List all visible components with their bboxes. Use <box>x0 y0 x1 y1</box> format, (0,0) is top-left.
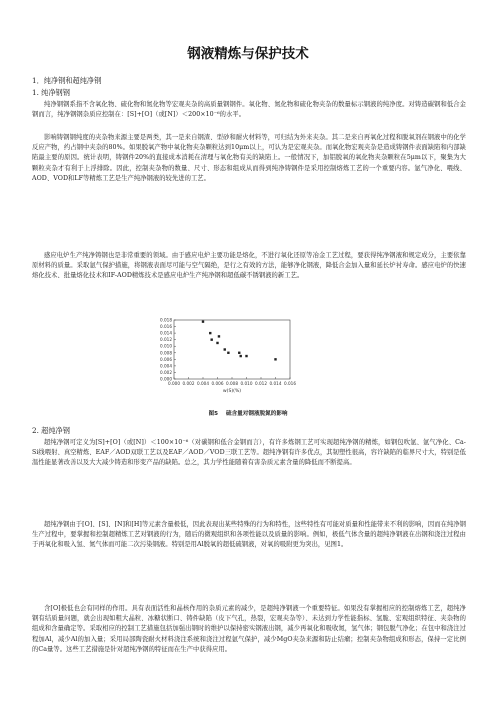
data-point <box>238 352 240 354</box>
data-point <box>218 335 220 337</box>
data-point <box>240 355 242 357</box>
x-axis-label: w(S)(%) <box>222 389 242 393</box>
paragraph-6: 含[O]极低也会有同样的作用。具有表面活性和晶核作用的杂质元素的减少，是超纯净钢液一个重要特征。如果没有掌握相应的控制熔炼工艺，超纯净钢有结质量问题，就会出现如粗大晶粒、冰糖状断口、铸件缺陷（皮下气孔，热裂，宏观夹杂等）、未达到力学性能指标、氢脆、宏观组织特征、夹杂物的组成和含量确定等。采取相应的控制工艺措施包括加强出钢时的维护以保持密实钢液出钢，减少再氧化和吸收氮，氢气体；钢包脱气净化；在包中和浇注过程加Al，减少Al的加入量；采用局部陶瓷耐火材料浇注系统和浇注过程氩气保护，减少MgO夹杂来源和防止结瘤；控制夹杂物组成和形态，保持一定比例的Ca量等。这些工艺措施是针对超纯净钢的特征而在生产中获得应用。 <box>32 605 466 653</box>
data-point <box>274 358 276 360</box>
paragraph-3: 感应电炉生产纯净铸钢也是非常重要的领域。由于感应电炉主要功能是熔化，不进行氧化还原等冶金工艺过程，要获得纯净钢液和规定成分，主要依靠原材料的质量。采取氩气保护措施，将钢液表面尽可能与空气隔绝，是行之有效的方法，能够净化钢液，降低合金加入量和延长炉衬寿命。感应电炉的快速熔化技术、批量熔化技术和IF-AOD精炼技术是感应电炉生产纯净钢和超低碳不锈钢液的新工艺。 <box>32 252 466 280</box>
y-tick-label: 0.008 <box>160 350 172 356</box>
x-tick-label: 0.012 <box>255 381 267 386</box>
section-heading-2: 2. 超纯净钢 <box>32 426 70 435</box>
x-tick-label: 0.004 <box>197 381 209 386</box>
paragraph-4: 超纯净钢可定义为[S]+[O]（或[N]）＜100×10⁻⁶（对碳钢和低合金钢而言），有许多炼钢工艺可实现超纯净钢的精炼，如钢包吹氩、氩气净化、Ca-Si线喂射、真空精炼、EAF／AOD双联工艺以及EAF／AOD／VOD三联工艺等。超纯净钢有许多优点，其韧塑性很高，容许缺陷的临界尺寸大，特别是低温性能显著改善以及大大减少铸造和形变产品的缺陷。总之，其力学性能随着有害杂质元素含量的降低而不断提高。 <box>32 439 466 467</box>
paragraph-1: 纯净钢钢系指不含氧化物、硫化物和氮化物等宏观夹杂的高质量钢钢件。氧化物、氮化物和硫化物夹杂的数量标示钢液的纯净度。对铸造碳钢和低合金钢而言，纯净钢钢杂质应控制在：[S]+[O]（或[N]）＜200×10⁻⁶的水平。 <box>32 101 466 119</box>
y-tick-label: 0.014 <box>160 330 172 336</box>
x-tick-label: 0.006 <box>211 381 224 386</box>
data-point <box>245 355 247 357</box>
figure-caption <box>0 409 496 417</box>
sulfur-nitrogen-scatter-chart <box>140 316 355 393</box>
data-point <box>202 320 204 322</box>
data-point <box>224 348 226 350</box>
paragraph-5: 超纯净钢由于[O]、[S]、[N]和[H]等元素含量极低，因此表现出某些特殊的行为和特性，这些特性有可能对质量和性能带来不利的影响，因而在纯净钢生产过程中，要掌握和控制超精炼工艺对钢液的行为，随后的微观组织和各项性能以及质量的影响。例如，极低气体含量的超纯净钢液在出钢和浇注过程由于再氧化和吸入氢、氮气体而可能二次污染钢液。特别是用Al脱氧的超低硫钢液，对氧的吸附更为突出，见图1。 <box>32 521 466 549</box>
y-tick-label: 0.018 <box>160 317 172 323</box>
figure-label: 图5 <box>208 411 218 417</box>
y-tick-label: 0.010 <box>160 343 172 349</box>
plot-frame <box>174 320 290 379</box>
data-point <box>209 332 211 334</box>
x-tick-label: 0.016 <box>284 381 296 386</box>
data-point <box>216 342 218 344</box>
subsection-heading-1-1: 1. 纯净钢钢 <box>32 88 70 97</box>
x-tick-label: 0.000 <box>168 381 180 386</box>
paragraph-2: 影响铸钢钢纯度的夹杂物来源主要是两类，其一是来自钢渣、型砂和耐火材料等，可归结为外来夹杂。其二是来自再氧化过程和脱氧剂在钢液中的化学反应产物，约占钢中夹杂的80%。如果脱氧产物中氧化物夹杂颗粒达到10μm以上，可认为是宏观夹杂。而氧化物宏观夹杂是造成铸钢件表面缺陷和内部缺陷最主要的原因。统计表明，铸钢件20%的直接成本消耗在清理与氧化物有关的缺陷上。一般情况下，加铝脱氧的氧化物夹杂颗粒在5μm以下，聚集为大颗粒夹杂才有利于上浮排除。因此，控制夹杂物的数量、尺寸、形态和组成从而得到纯净铸钢件是采用控制熔炼工艺的一个重要内容。氩气净化、喂线、AOD、VOD和LF等精炼工艺是生产纯净钢液的较先进的工艺。 <box>32 134 466 182</box>
figure-title: 硫含量对钢液脱氮的影响 <box>225 411 288 417</box>
y-tick-label: 0.004 <box>160 363 172 369</box>
y-tick-label: 0.002 <box>160 369 172 375</box>
y-tick-label: 0.000 <box>160 376 172 382</box>
y-tick-label: 0.016 <box>160 324 172 330</box>
x-tick-label: 0.014 <box>269 381 282 386</box>
x-tick-label: 0.002 <box>182 381 195 386</box>
section-heading-1: 1．纯净钢和超纯净钢 <box>32 76 102 85</box>
y-tick-label: 0.012 <box>160 337 172 343</box>
data-point <box>227 352 229 354</box>
y-tick-label: 0.006 <box>160 356 172 362</box>
document-title: 钢液精炼与保护技术 <box>187 46 309 62</box>
x-tick-label: 0.010 <box>240 381 253 386</box>
data-point <box>211 338 213 340</box>
x-tick-label: 0.008 <box>226 381 238 386</box>
